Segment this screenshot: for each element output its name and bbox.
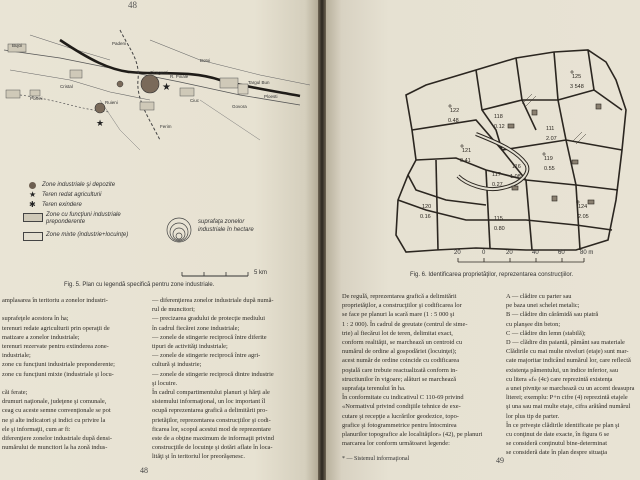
text-line: zone cu funcţiuni mixte (industriale şi locu- [2, 370, 114, 378]
text-line: trie) al fiecărui lot de teren, delimitat exact, [342, 329, 453, 337]
text-line: pe baza unei schelet metalic; [506, 302, 580, 310]
right-column-2 [506, 292, 638, 458]
text-line [2, 305, 148, 314]
text-line: conform realităţii, se marchează un centroid cu [342, 339, 463, 347]
svg-text:Poieni: Poieni [30, 96, 43, 101]
text-line: se consideră conţinutul bine-determinat [506, 440, 607, 448]
text-line: construcţiile de locuinţe şi dotări aflate în loca- [152, 444, 273, 452]
text-line: matizare a zonelor industriale; [2, 333, 80, 341]
right-page-number: 49 [496, 456, 504, 465]
svg-text:111: 111 [546, 126, 555, 132]
svg-text:Botoi: Botoi [200, 58, 211, 63]
text-line: cultură şi industrie; [152, 361, 202, 369]
svg-text:0.41: 0.41 [460, 158, 471, 164]
scale-label: 5 km [254, 270, 268, 276]
legend-right-line: suprafaţa zonelor [198, 219, 245, 225]
svg-text:2.07: 2.07 [546, 136, 557, 142]
text-line: industriale; [2, 352, 31, 360]
text-line: — zonele de stingerie reciprocă dintre industrie [152, 370, 274, 378]
text-line: lor plus tip de parter. [506, 412, 560, 420]
text-line: ocupă reprezentarea grafică a delimitării pro- [152, 407, 268, 415]
text-line: existenţa pămentului, un indice inferior, sau [506, 366, 619, 374]
text-line: drumuri naţionale, judeţene şi comunale, [2, 398, 107, 406]
text-line: poştală care trebuie reactualizată conform in- [342, 366, 458, 374]
text-line: tipuri de activităţi industriale; [152, 343, 228, 351]
text-line: acest număr de ordine coincide cu codificarea [342, 357, 460, 365]
industrial-zones-map [0, 0, 318, 170]
svg-text:0.12: 0.12 [494, 124, 505, 130]
text-line: În ce priveşte clădirile identificate pe plan şi [506, 421, 620, 429]
text-line: amplasarea în teritoriu a zonelor industri- [2, 297, 108, 304]
text-line: se face pe planuri la scară mare (1 : 5 000 şi [342, 311, 455, 319]
svg-text:★: ★ [96, 118, 105, 128]
svg-text:Ferim: Ferim [160, 124, 172, 129]
left-page [0, 0, 318, 480]
text-line: «Normativul privind condiţiile tehnice de exe- [342, 403, 461, 411]
left-page-top-number: 48 [128, 0, 137, 10]
property-plan [326, 0, 640, 280]
right-page [326, 0, 640, 480]
text-line: numărului de muncitori la ha zonă indus- [2, 444, 108, 452]
scale-bar [180, 268, 260, 280]
svg-text:★: ★ [162, 82, 171, 93]
svg-text:1.08: 1.08 [510, 174, 521, 180]
text-line: ceag cu aceste semne convenţionale se pot [2, 407, 111, 415]
text-line: grafice şi fotogrammetrice pentru întocmirea [342, 421, 457, 429]
svg-text:Ruieni: Ruieni [105, 100, 118, 105]
text-line: — zonele de stingerie reciprocă între diferite [152, 333, 267, 341]
text-line: D — clădire din paiantă, pământ sau materiale [506, 339, 625, 347]
left-column-1 [2, 296, 148, 452]
svg-text:0.55: 0.55 [544, 166, 555, 172]
scale-label: 20 [454, 250, 461, 256]
text-line: în cadrul fiecărei zone industriale; [152, 324, 240, 332]
svg-text:Cristal: Cristal [60, 84, 73, 89]
svg-text:117: 117 [492, 172, 501, 178]
right-column-1 [342, 292, 502, 448]
text-line: suprafeţele acestora în ha; [2, 315, 69, 323]
figure-caption: Fig. 6. Identificarea proprietăţilor, reprezentarea construcţiilor. [410, 272, 574, 278]
text-line: căi ferate; [2, 389, 28, 397]
text-line: B — clădire din cărămidă sau piatră [506, 311, 599, 319]
scale-label: 0 [482, 250, 486, 256]
svg-text:R. Pinale: R. Pinale [170, 74, 189, 79]
text-line: prietăţilor, reprezentarea construcţiilor şi codi- [152, 416, 271, 424]
svg-text:Targul Bun: Targul Bun [248, 80, 270, 85]
industrial-zone-icon [29, 182, 36, 189]
left-column-2 [152, 296, 316, 462]
svg-text:3 548: 3 548 [570, 84, 584, 90]
text-line: C — clădire din lemn (stabilă); [506, 329, 586, 337]
text-line: cu litera «f» (4c) care reprezintă existenţa [506, 375, 613, 383]
text-line: În conformitate cu indicativul C 110-69 privind [342, 394, 464, 402]
legend-item: Zone industriale şi depozite [42, 182, 116, 188]
book-gutter [318, 0, 326, 480]
footnote: * — Sistemul informaţional [342, 456, 410, 462]
svg-text:Bujoi: Bujoi [12, 43, 23, 48]
svg-text:Ploesti: Ploesti [264, 94, 278, 99]
text-line: planurilor topografice ale localităţilor» (42), pe planuri [342, 431, 483, 439]
scale-label: 80 m [580, 250, 594, 256]
text-line: ne şi alte indicatori şi indici cu privire la [2, 416, 106, 424]
text-line: rul de muncitori; [152, 306, 195, 314]
text-line: 1 : 2 000). În cadrul de greutate (centrul de sime- [342, 320, 468, 328]
concentric-circles-icon [166, 210, 196, 244]
text-line: A — clădire cu parter sau [506, 293, 572, 300]
text-line: ele şi informaţii, cum ar fi: [2, 425, 71, 433]
legend-item: Zone mixte (industrie+locuinţe) [46, 232, 129, 238]
star-icon: ★ [29, 190, 37, 199]
svg-text:121: 121 [462, 148, 472, 154]
figure-caption: Fig. 5. Plan cu legendă specifică pentru zone industriale. [64, 282, 215, 288]
svg-text:125: 125 [572, 74, 582, 80]
text-line: Clădirile cu mai multe niveluri (etaje) sunt mar- [506, 348, 629, 356]
text-line: şi una sau mai multe etaje, cifra arătând numărul [506, 403, 631, 411]
text-line: De regulă, reprezentarea grafică a delimitării [342, 293, 457, 300]
svg-text:Ciragesti: Ciragesti [150, 70, 168, 75]
svg-text:120: 120 [422, 204, 432, 210]
text-line: cutare şi recepţie a lucrărilor geodezice, topo- [342, 412, 459, 420]
text-line: cate majoritar indicând numărul lor, care reflectă [506, 357, 631, 365]
legend-item: Teren exindere [42, 202, 82, 208]
svg-text:116: 116 [512, 164, 521, 170]
svg-text:119: 119 [544, 156, 553, 162]
text-line: este de a obţine maximum de informaţii privind [152, 435, 274, 443]
text-line: literei; exemplu: P+n cifre (4) reprezintă etajele [506, 394, 628, 402]
svg-text:Govora: Govora [232, 104, 247, 109]
text-line: structiunilor în vigoare; alături se marchează [342, 375, 457, 383]
legend-item: Zone cu funcţiuni industriale preponderente [46, 212, 121, 225]
svg-text:0.80: 0.80 [494, 226, 505, 232]
svg-text:0.27: 0.27 [492, 182, 503, 188]
scale-label: 40 [532, 250, 539, 256]
text-line: se consideră date în plan despre situaţia [506, 449, 608, 457]
text-line: — precizarea gradului de protecţie mediului [152, 315, 266, 323]
text-line: cu planşee din beton; [506, 320, 561, 328]
legend-item: Teren redat agriculturii [42, 192, 102, 198]
text-line [2, 379, 148, 388]
industrial-area-swatch [23, 213, 43, 222]
svg-text:118: 118 [494, 114, 503, 120]
text-line: şi locuire. [152, 379, 178, 387]
text-line: lităţi şi în teritoriul lor preorăşenesc. [152, 453, 245, 461]
svg-text:Ciuc: Ciuc [190, 98, 200, 103]
text-line: sistemului informaţional, un loc important îl [152, 398, 266, 406]
svg-text:Padeni: Padeni [112, 41, 127, 46]
text-line: — diferenţierea zonelor industriale după numă- [152, 297, 274, 304]
text-line: — zonele de stingerie reciprocă între agri- [152, 352, 261, 360]
scale-label: 20 [506, 250, 513, 256]
asterisk-icon: ✱ [29, 200, 36, 209]
left-page-number: 48 [140, 466, 148, 475]
svg-text:115: 115 [494, 216, 503, 222]
scale-label: 60 [558, 250, 565, 256]
text-line: terenuri rezervate pentru extinderea zone- [2, 343, 109, 351]
svg-text:0.16: 0.16 [420, 214, 431, 220]
text-line: cu conţinut de date exacte, în figura 6 se [506, 431, 610, 439]
svg-text:124: 124 [578, 204, 588, 210]
legend-right-line: industriale în hectare [198, 227, 254, 233]
text-line: zone cu funcţiuni industriale preponderente; [2, 361, 115, 369]
svg-text:0.48: 0.48 [448, 118, 459, 124]
text-line: ficarea lor, scopul acestui mod de reprezentare [152, 425, 271, 433]
text-line: numărul de ordine al gospodăriei (locuinţei); [342, 348, 457, 356]
text-line: proprietăţilor, a construcţiilor şi codificarea lor [342, 302, 462, 310]
svg-text:2.05: 2.05 [578, 214, 589, 220]
text-line: a unei pivniţe se marchează cu un accent deasupra [506, 385, 635, 393]
text-line: terenuri redate agriculturii prin operaţii de [2, 324, 110, 332]
text-line: În cadrul compartimentului planuri şi hărţi ale [152, 389, 270, 397]
text-line: suprafaţa terenului în ha. [342, 385, 406, 393]
text-line: diferenţiere zonelor industriale după densi- [2, 435, 113, 443]
svg-text:122: 122 [450, 108, 460, 114]
mixed-area-swatch [23, 232, 43, 241]
text-line: marcarea lor conform următoarei legende: [342, 440, 450, 448]
